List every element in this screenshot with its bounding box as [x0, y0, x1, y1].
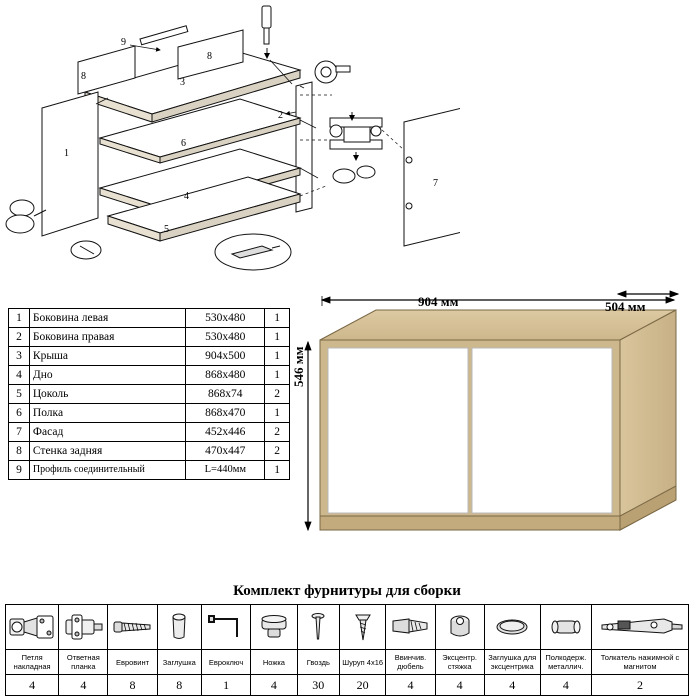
- hinge-group: [330, 112, 382, 160]
- part-size: 530х480: [186, 309, 265, 328]
- part-size: 470х447: [186, 442, 265, 461]
- part-number: 6: [9, 404, 30, 423]
- part-number: 7: [9, 423, 30, 442]
- hardware-count: 4: [251, 675, 297, 696]
- parts-table: [8, 308, 290, 480]
- callout-8-left: 8: [81, 71, 86, 82]
- table-row: [9, 404, 290, 423]
- part-name: Дно: [29, 366, 186, 385]
- part-size: 868х74: [186, 385, 265, 404]
- hardware-name-row: [6, 650, 689, 675]
- screw-in-dowel-icon: [386, 605, 435, 650]
- overlay-hinge-icon: [6, 605, 59, 650]
- part-qty: 2: [265, 442, 290, 461]
- hardware-icon-row: [6, 605, 689, 650]
- part-number: 2: [9, 328, 30, 347]
- callout-5: 5: [164, 224, 169, 235]
- part-qty: 1: [265, 404, 290, 423]
- part-front-door: [404, 108, 460, 246]
- part-qty: 1: [265, 461, 290, 480]
- leg-icon: [251, 605, 297, 650]
- part-name: Крыша: [29, 347, 186, 366]
- part-side-right: [296, 82, 312, 212]
- hardware-count: 8: [157, 675, 201, 696]
- cam-cap-icon: [484, 605, 540, 650]
- callout-1: 1: [64, 148, 69, 159]
- hinge-plate-icon: [59, 605, 108, 650]
- hardware-name: Заглушка для эксцентрика: [484, 650, 540, 675]
- hardware-name: Ввинчив. дюбель: [386, 650, 435, 675]
- hardware-name: Толкатель нажимной с магнитом: [591, 650, 688, 675]
- part-number: 5: [9, 385, 30, 404]
- part-size: 452х446: [186, 423, 265, 442]
- part-qty: 1: [265, 366, 290, 385]
- euro-screw-icon: [108, 605, 157, 650]
- metal-shelf-support-icon: [540, 605, 591, 650]
- cabinet-body: [320, 310, 676, 530]
- part-name: Цоколь: [29, 385, 186, 404]
- callout-9: 9: [121, 37, 126, 48]
- part-number: 1: [9, 309, 30, 328]
- part-number: 8: [9, 442, 30, 461]
- part-size: L=440мм: [186, 461, 265, 480]
- hardware-name: Полкодерж. металлич.: [540, 650, 591, 675]
- hardware-count: 1: [202, 675, 251, 696]
- hardware-name: Ножка: [251, 650, 297, 675]
- part-qty: 1: [265, 309, 290, 328]
- table-row: [9, 366, 290, 385]
- hardware-name: Евровинт: [108, 650, 157, 675]
- callout-8-right: 8: [207, 51, 212, 62]
- magnet-catch-icon: [591, 605, 688, 650]
- fastener-dowel-bottom: [71, 241, 101, 259]
- callout-7: 7: [433, 178, 438, 189]
- table-row: [9, 423, 290, 442]
- fastener-leg: [6, 200, 46, 233]
- hardware-name: Ответная планка: [59, 650, 108, 675]
- dimension-width-label: 904 мм: [418, 294, 459, 309]
- hardware-count: 4: [59, 675, 108, 696]
- table-row: [9, 442, 290, 461]
- part-size: 530х480: [186, 328, 265, 347]
- dimension-depth-label: 504 мм: [605, 299, 646, 314]
- part-number: 4: [9, 366, 30, 385]
- part-name: Фасад: [29, 423, 186, 442]
- part-size: 868х470: [186, 404, 265, 423]
- assembly-diagram: [0, 0, 460, 285]
- table-row: [9, 385, 290, 404]
- screw-icon: [339, 605, 385, 650]
- hardware-name: Евроключ: [202, 650, 251, 675]
- part-qty: 2: [265, 423, 290, 442]
- part-connecting-profile: [140, 26, 188, 45]
- callout-2: 2: [278, 110, 283, 121]
- callout-6: 6: [181, 138, 186, 149]
- hardware-count-row: [6, 675, 689, 696]
- hardware-name: Шуруп 4х16: [339, 650, 385, 675]
- hardware-count: 4: [435, 675, 484, 696]
- hardware-count: 4: [386, 675, 435, 696]
- dimension-height-label: 546 мм: [291, 346, 306, 387]
- part-name: Стенка задняя: [29, 442, 186, 461]
- part-size: 868х480: [186, 366, 265, 385]
- table-row: [9, 328, 290, 347]
- callout-4: 4: [184, 191, 189, 202]
- part-number: 9: [9, 461, 30, 480]
- hardware-name: Петля накладная: [6, 650, 59, 675]
- part-size: 904х500: [186, 347, 265, 366]
- fastener-shelf-support: [333, 166, 375, 183]
- cam-lock-icon: [435, 605, 484, 650]
- part-qty: 1: [265, 328, 290, 347]
- part-qty: 2: [265, 385, 290, 404]
- hardware-count: 30: [297, 675, 339, 696]
- part-name: Профиль соединительный: [29, 461, 186, 480]
- hardware-count: 20: [339, 675, 385, 696]
- part-side-left: [42, 92, 98, 236]
- part-name: Боковина правая: [29, 328, 186, 347]
- nail-icon: [297, 605, 339, 650]
- table-row: [9, 309, 290, 328]
- euro-key-icon: [202, 605, 251, 650]
- hardware-name: Эксцентр. стяжка: [435, 650, 484, 675]
- part-name: Боковина левая: [29, 309, 186, 328]
- fastener-euro-key: [215, 234, 291, 270]
- table-row: [9, 347, 290, 366]
- hardware-count: 2: [591, 675, 688, 696]
- hardware-count: 4: [6, 675, 59, 696]
- fastener-euro-screw-top: [262, 6, 271, 58]
- fastener-cam-lock: [315, 61, 350, 83]
- hardware-name: Заглушка: [157, 650, 201, 675]
- hardware-count: 4: [540, 675, 591, 696]
- hardware-table: [5, 604, 689, 696]
- callout-3: 3: [180, 77, 185, 88]
- part-qty: 1: [265, 347, 290, 366]
- hardware-count: 4: [484, 675, 540, 696]
- cabinet-dimension-view: [300, 288, 690, 558]
- table-row: [9, 461, 290, 480]
- cap-cover-icon: [157, 605, 201, 650]
- part-number: 3: [9, 347, 30, 366]
- hardware-count: 8: [108, 675, 157, 696]
- hardware-name: Гвоздь: [297, 650, 339, 675]
- part-name: Полка: [29, 404, 186, 423]
- hardware-title: Комплект фурнитуры для сборки: [233, 583, 461, 599]
